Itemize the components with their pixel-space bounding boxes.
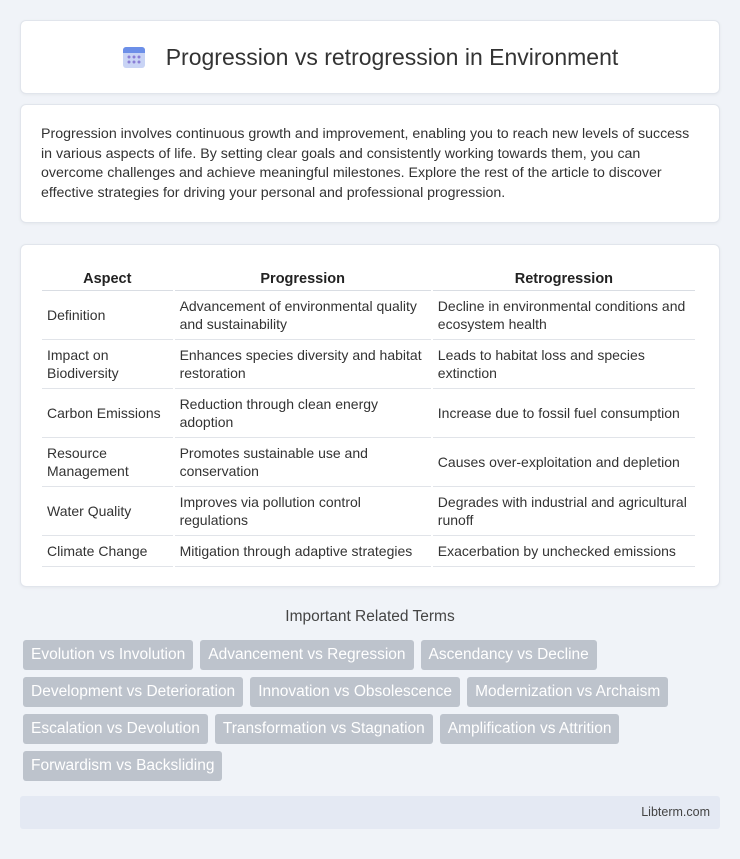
table-cell: Advancement of environmental quality and sustainability [175, 291, 431, 340]
table-cell: Resource Management [42, 438, 173, 487]
table-cell: Increase due to fossil fuel consumption [433, 389, 695, 438]
table-row [42, 291, 695, 340]
footer [20, 796, 720, 829]
related-term-tag[interactable]: Modernization vs Archaism [467, 677, 668, 707]
table-cell: Water Quality [42, 487, 173, 536]
table-cell: Mitigation through adaptive strategies [175, 536, 431, 567]
related-term-tag[interactable]: Transformation vs Stagnation [215, 714, 433, 744]
table-cell: Degrades with industrial and agricultural runoff [433, 487, 695, 536]
related-term-tag[interactable]: Forwardism vs Backsliding [23, 751, 222, 781]
footer-site-link[interactable]: Libterm.com [641, 805, 710, 819]
related-term-tag[interactable]: Evolution vs Involution [23, 640, 193, 670]
table-row [42, 340, 695, 389]
table-cell: Decline in environmental conditions and ecosystem health [433, 291, 695, 340]
table-cell: Exacerbation by unchecked emissions [433, 536, 695, 567]
related-term-tag[interactable]: Ascendancy vs Decline [421, 640, 597, 670]
table-row [42, 487, 695, 536]
table-cell: Improves via pollution control regulations [175, 487, 431, 536]
intro-text: Progression involves continuous growth and improvement, enabling you to reach new levels of success in various aspects of life. By setting clear goals and consistently working towards them, you can overcome challenges and achieve meaningful milestones. Explore the rest of the article to discover effective strategies for driving your personal and professional progression. [41, 126, 690, 201]
table-row [42, 438, 695, 487]
related-term-tag[interactable]: Escalation vs Devolution [23, 714, 208, 744]
table-cell: Enhances species diversity and habitat restoration [175, 340, 431, 389]
related-term-tag[interactable]: Amplification vs Attrition [440, 714, 620, 744]
table-cell: Impact on Biodiversity [42, 340, 173, 389]
related-term-tag[interactable]: Advancement vs Regression [200, 640, 413, 670]
related-terms-title: Important Related Terms [285, 608, 455, 625]
comparison-table-card [20, 244, 720, 587]
table-row [42, 389, 695, 438]
related-terms-list [23, 640, 723, 781]
table-row [42, 536, 695, 567]
column-header-retrogression: Retrogression [433, 267, 695, 291]
related-term-tag[interactable]: Innovation vs Obsolescence [250, 677, 460, 707]
calendar-icon [122, 45, 146, 69]
intro-card [20, 104, 720, 223]
table-cell: Causes over-exploitation and depletion [433, 438, 695, 487]
column-header-aspect: Aspect [42, 267, 173, 291]
column-header-progression: Progression [175, 267, 431, 291]
related-term-tag[interactable]: Development vs Deterioration [23, 677, 243, 707]
comparison-table [40, 267, 697, 567]
table-cell: Leads to habitat loss and species extinction [433, 340, 695, 389]
table-cell: Reduction through clean energy adoption [175, 389, 431, 438]
header-card [20, 20, 720, 94]
page-title: Progression vs retrogression in Environment [165, 43, 619, 70]
table-cell: Promotes sustainable use and conservation [175, 438, 431, 487]
table-cell: Climate Change [42, 536, 173, 567]
table-cell: Definition [42, 291, 173, 340]
table-cell: Carbon Emissions [42, 389, 173, 438]
